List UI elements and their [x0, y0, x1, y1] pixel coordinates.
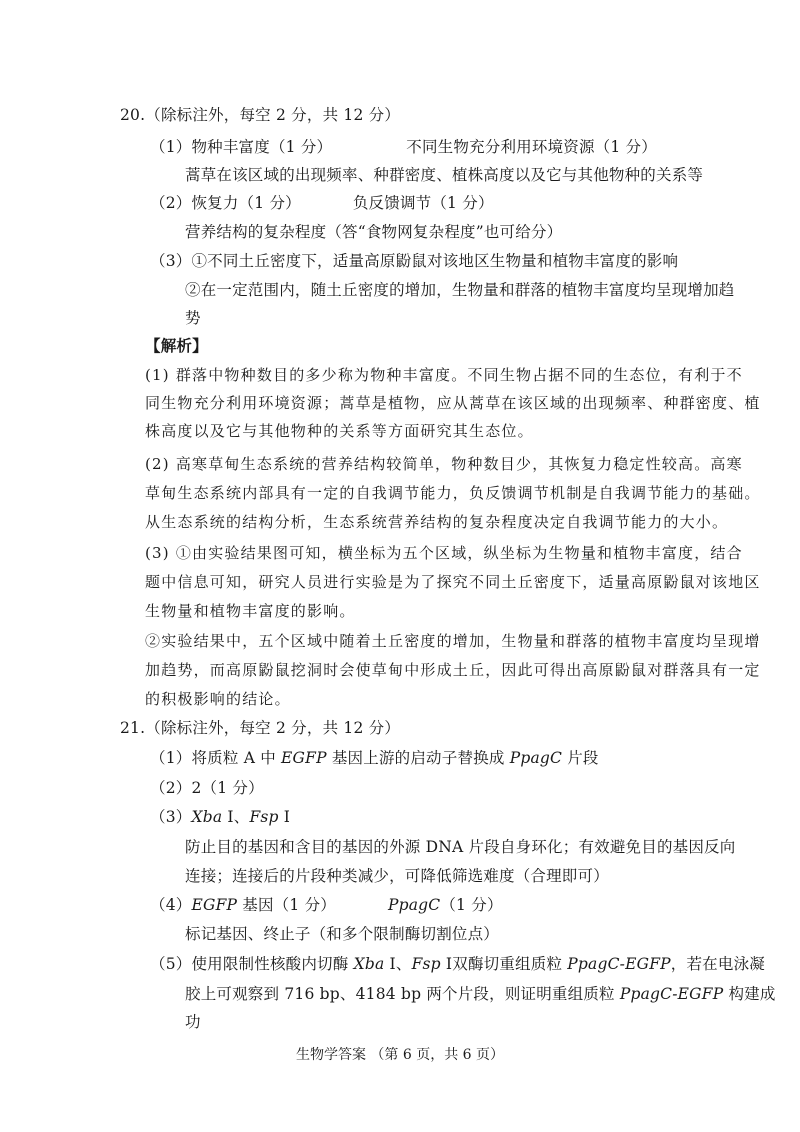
q21-a5-fsp: Fsp	[411, 955, 441, 973]
q21-a4-egfp: EGFP	[191, 896, 238, 914]
q21-answer-5	[150, 953, 765, 975]
q21-a5b-post: 构建成	[723, 985, 776, 1003]
q20-answer-2c: 营养结构的复杂程度（答“食物网复杂程度”也可给分）	[185, 223, 563, 241]
q21-answer-5b	[185, 983, 776, 1005]
q21-a1-mid: 基因上游的启动子替换成	[326, 749, 510, 767]
q21-a5b-plasmid: PpagC-EGFP	[619, 985, 724, 1003]
analysis-4-line-3: 的积极影响的结论。	[145, 690, 291, 708]
q21-a4-ppagc: PpagC	[387, 896, 441, 914]
q21-a3-i2: Ⅰ	[278, 808, 291, 826]
q21-a5-xba: Xba	[353, 955, 385, 973]
q21-a4-mid: 基因（1 分）	[237, 896, 336, 914]
q20-answer-2b: 负反馈调节（1 分）	[352, 194, 494, 212]
q20-header: 20.（除标注外，每空 2 分，共 12 分）	[120, 106, 401, 124]
analysis-title: 【解析】	[145, 336, 208, 355]
q20-answer-1c: 蒿草在该区域的出现频率、种群密度、植株高度以及它与其他物种的关系等	[185, 166, 704, 184]
analysis-3-line-2: 题中信息可知，研究人员进行实验是为了探究不同土丘密度下，适量高原鼢鼠对该地区	[145, 573, 761, 591]
analysis-4-line-1: ②实验结果中，五个区域中随着土丘密度的增加，生物量和群落的植物丰富度均呈现增	[145, 632, 761, 650]
analysis-1-line-1: (1) 群落中物种数目的多少称为物种丰富度。不同生物占据不同的生态位，有利于不	[145, 366, 743, 384]
q21-a3-xba: Xba	[191, 808, 223, 826]
q21-header: 21.（除标注外，每空 2 分，共 12 分）	[120, 719, 401, 737]
q20-answer-2a: （2）恢复力（1 分）	[150, 194, 301, 212]
q21-a1-egfp: EGFP	[281, 749, 327, 767]
q21-a3-i1: Ⅰ、	[222, 808, 250, 826]
q21-answer-3c: 连接；连接后的片段种类减少，可降低筛选难度（合理即可）	[185, 867, 609, 885]
analysis-1-line-3: 株高度以及它与其他物种的关系等方面研究其生态位。	[145, 422, 534, 440]
q21-a5-i1: Ⅰ、	[384, 955, 412, 973]
q21-answer-3	[150, 806, 290, 828]
q21-a3-pre: （3）	[150, 808, 192, 826]
q21-a1-ppagc: PpagC	[509, 749, 563, 767]
q20-answer-3c: 势	[185, 309, 201, 327]
q21-answer-5c: 功	[185, 1013, 201, 1031]
q20-answer-2	[150, 192, 494, 214]
q21-answer-4b: 标记基因、终止子（和多个限制酶切割位点）	[185, 925, 500, 943]
page-footer: 生物学答案 （第 6 页，共 6 页）	[295, 1047, 505, 1063]
analysis-4-line-2: 加趋势，而高原鼢鼠挖洞时会使草甸中形成土丘，因此可得出高原鼢鼠对群落具有一定	[145, 661, 761, 679]
q21-answer-2: （2）2（1 分）	[150, 779, 264, 797]
analysis-2-line-3: 从生态系统的结构分析，生态系统营养结构的复杂程度决定自我调节能力的大小。	[145, 513, 729, 531]
q21-a5-i2: Ⅰ双酶切重组质粒	[440, 955, 568, 973]
q21-a5-plasmid: PpagC-EGFP	[567, 955, 671, 973]
q21-a5-pre: （5）使用限制性核酸内切酶	[150, 955, 354, 973]
q21-answer-4	[150, 894, 503, 916]
q20-answer-1a: （1）物种丰富度（1 分）	[150, 138, 333, 156]
q21-a4-pre: （4）	[150, 896, 192, 914]
q21-a5b-pre: 胶上可观察到 716 bp、4184 bp 两个片段，则证明重组质粒	[185, 985, 620, 1003]
q20-answer-1b: 不同生物充分利用环境资源（1 分）	[406, 138, 657, 156]
analysis-2-line-1: (2) 高寒草甸生态系统的营养结构较简单，物种数目少，其恢复力稳定性较高。高寒	[145, 455, 743, 473]
analysis-2-line-2: 草甸生态系统内部具有一定的自我调节能力，负反馈调节机制是自我调节能力的基础。	[145, 484, 761, 502]
analysis-1-line-2: 同生物充分利用环境资源；蒿草是植物，应从蒿草在该区域的出现频率、种群密度、植	[145, 394, 761, 412]
q20-answer-1	[150, 136, 657, 158]
q21-answer-3b: 防止目的基因和含目的基因的外源 DNA 片段自身环化；有效避免目的基因反向	[185, 838, 736, 856]
q21-answer-1	[150, 747, 599, 769]
q21-a1-pre: （1）将质粒 A 中	[150, 749, 282, 767]
q20-answer-3b: ②在一定范围内，随土丘密度的增加，生物量和群落的植物丰富度均呈现增加趋	[185, 281, 735, 299]
analysis-3-line-3: 生物量和植物丰富度的影响。	[145, 602, 356, 620]
analysis-3-line-1: (3) ①由实验结果图可知，横坐标为五个区域，纵坐标为生物量和植物丰富度，结合	[145, 544, 743, 562]
q21-a4-post: （1 分）	[440, 896, 503, 914]
q20-answer-3: （3）①不同土丘密度下，适量高原鼢鼠对该地区生物量和植物丰富度的影响	[150, 252, 679, 270]
q21-a5-post: ，若在电泳凝	[670, 955, 765, 973]
q21-a1-post: 片段	[562, 749, 599, 767]
q21-a3-fsp: Fsp	[249, 808, 279, 826]
